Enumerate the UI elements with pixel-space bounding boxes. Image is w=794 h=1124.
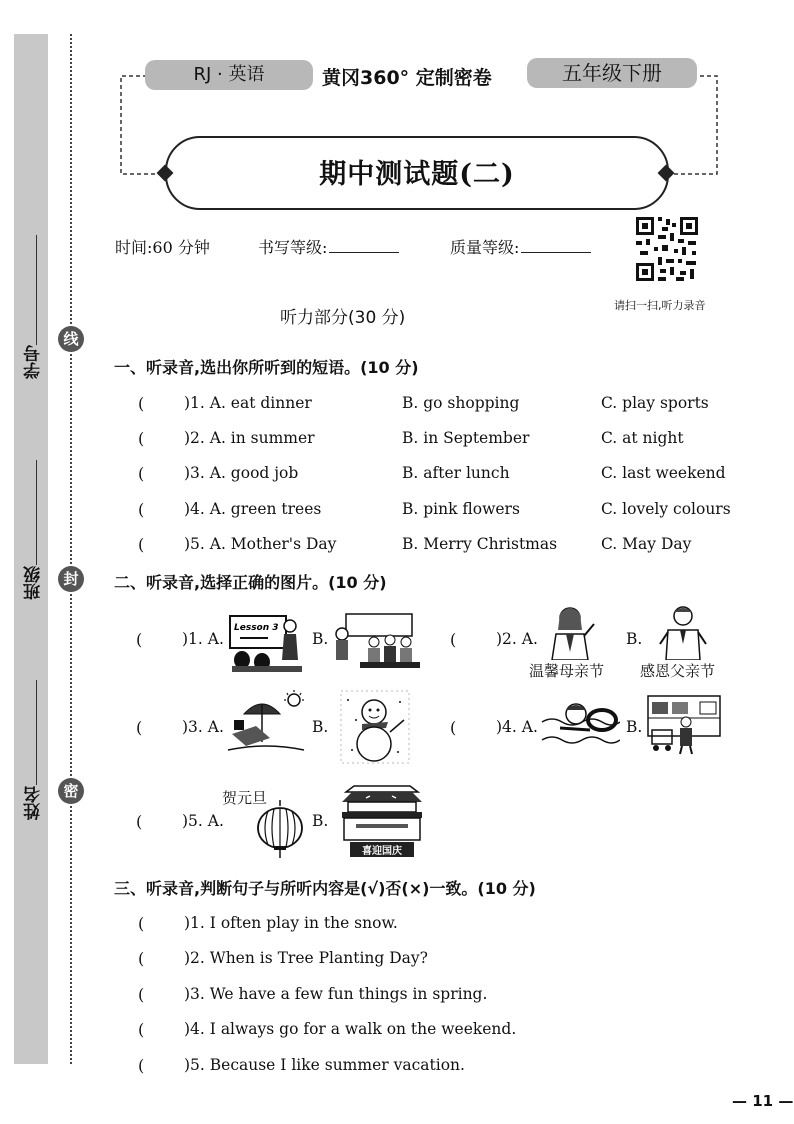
answer-paren: ( bbox=[450, 718, 457, 737]
seal-seal: 封 bbox=[58, 566, 84, 592]
name-label: 姓名 bbox=[24, 786, 44, 820]
option-c: C. last weekend bbox=[601, 464, 726, 482]
option-b: B. bbox=[626, 630, 643, 648]
option-b: B. Merry Christmas bbox=[402, 535, 558, 553]
mother-picture bbox=[548, 604, 598, 660]
answer-paren: ( bbox=[138, 1020, 145, 1039]
q2-3-label: )3. A. bbox=[182, 718, 224, 736]
option-b: B. bbox=[312, 630, 329, 648]
option-c: C. at night bbox=[601, 429, 684, 447]
section1-heading: 一、听录音,选出你所听到的短语。(10 分) bbox=[114, 358, 419, 377]
shopping-picture bbox=[646, 694, 722, 756]
quality-grade-label: 质量等级: bbox=[450, 238, 520, 257]
quality-grade-row bbox=[450, 235, 591, 258]
answer-paren: ( bbox=[138, 985, 145, 1004]
class-label: 班级 bbox=[24, 566, 44, 600]
listening-title: 听力部分(30 分) bbox=[280, 308, 406, 328]
section2-heading: 二、听录音,选择正确的图片。(10 分) bbox=[114, 573, 387, 592]
writing-grade-label: 书写等级: bbox=[258, 238, 328, 257]
option-b: B. bbox=[312, 718, 329, 736]
snowman-picture bbox=[340, 690, 410, 764]
lantern-picture bbox=[254, 800, 306, 860]
section3-item-3: )3. We have a few fun things in spring. bbox=[184, 985, 488, 1003]
tiananmen-picture bbox=[336, 782, 428, 860]
section3-item-2: )2. When is Tree Planting Day? bbox=[184, 949, 428, 967]
page-number: — 11 — bbox=[732, 1092, 794, 1110]
quality-grade-blank bbox=[521, 238, 591, 253]
board-text: Lesson 3 bbox=[234, 623, 279, 633]
option-a: )3. A. good job bbox=[184, 464, 299, 482]
section3-item-1: )1. I often play in the snow. bbox=[184, 914, 398, 932]
page-title: 期中测试题(二) bbox=[319, 159, 515, 190]
father-picture bbox=[658, 604, 708, 660]
option-a: )4. A. green trees bbox=[184, 500, 322, 518]
cut-line bbox=[70, 34, 72, 1064]
answer-paren: ( bbox=[138, 429, 145, 448]
section3-item-5: )5. Because I like summer vacation. bbox=[184, 1056, 465, 1074]
option-c: C. play sports bbox=[601, 394, 709, 412]
option-b: B. bbox=[626, 718, 643, 736]
q2-4-label: )4. A. bbox=[496, 718, 538, 736]
family-picture bbox=[332, 612, 422, 674]
answer-paren: ( bbox=[138, 949, 145, 968]
option-b: B. pink flowers bbox=[402, 500, 520, 518]
student-id-blank bbox=[36, 235, 37, 345]
answer-paren: ( bbox=[138, 500, 145, 519]
series-name: 黄冈360° 定制密卷 bbox=[322, 67, 492, 89]
name-blank bbox=[36, 680, 37, 785]
class-blank bbox=[36, 460, 37, 565]
grade-pill: 五年级下册 bbox=[527, 58, 697, 88]
option-c: C. May Day bbox=[601, 535, 692, 553]
writing-grade-blank bbox=[329, 238, 399, 253]
seal-secret: 密 bbox=[58, 778, 84, 804]
new-year-caption: 贺元旦 bbox=[222, 789, 268, 807]
section3-heading: 三、听录音,判断句子与所听内容是(√)否(×)一致。(10 分) bbox=[114, 879, 536, 898]
option-a: )1. A. eat dinner bbox=[184, 394, 312, 412]
answer-paren: ( bbox=[138, 464, 145, 483]
q2-5-label: )5. A. bbox=[182, 812, 224, 830]
q2-1-label: )1. A. bbox=[182, 630, 224, 648]
section3-item-4: )4. I always go for a walk on the weekend. bbox=[184, 1020, 517, 1038]
father-day-caption: 感恩父亲节 bbox=[640, 662, 716, 680]
answer-paren: ( bbox=[138, 914, 145, 933]
option-b: B. bbox=[312, 812, 329, 830]
swimming-picture bbox=[540, 694, 620, 754]
qr-code-icon bbox=[634, 215, 700, 285]
q2-2-label: )2. A. bbox=[496, 630, 538, 648]
option-b: B. go shopping bbox=[402, 394, 520, 412]
student-id-label: 学号 bbox=[24, 345, 44, 379]
answer-paren: ( bbox=[138, 1056, 145, 1075]
time-limit: 时间:60 分钟 bbox=[115, 238, 210, 257]
subject-pill: RJ · 英语 bbox=[145, 60, 313, 90]
seal-line: 线 bbox=[58, 326, 84, 352]
answer-paren: ( bbox=[136, 812, 143, 831]
option-c: C. lovely colours bbox=[601, 500, 731, 518]
option-b: B. after lunch bbox=[402, 464, 510, 482]
national-day-banner-text: 喜迎国庆 bbox=[362, 846, 402, 857]
answer-paren: ( bbox=[138, 535, 145, 554]
writing-grade-row bbox=[258, 235, 399, 258]
beach-picture bbox=[226, 690, 306, 756]
mother-day-caption: 温馨母亲节 bbox=[529, 662, 605, 680]
binding-strip bbox=[14, 34, 48, 1064]
option-b: B. in September bbox=[402, 429, 530, 447]
answer-paren: ( bbox=[136, 630, 143, 649]
qr-caption: 请扫一扫,听力录音 bbox=[614, 299, 706, 312]
answer-paren: ( bbox=[136, 718, 143, 737]
answer-paren: ( bbox=[450, 630, 457, 649]
classroom-picture bbox=[228, 612, 304, 674]
option-a: )5. A. Mother's Day bbox=[184, 535, 337, 553]
option-a: )2. A. in summer bbox=[184, 429, 315, 447]
answer-paren: ( bbox=[138, 394, 145, 413]
